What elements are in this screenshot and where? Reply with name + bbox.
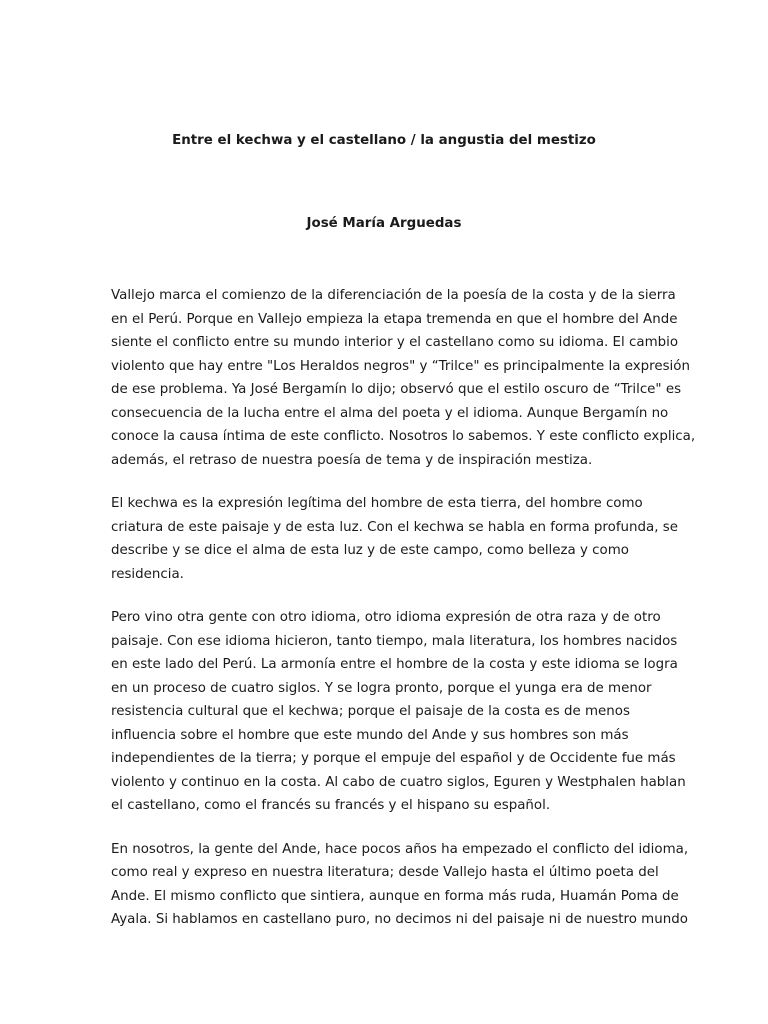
paragraph-line: como real y expreso en nuestra literatura; desde Vallejo hasta el último poeta del: [111, 865, 659, 880]
body-paragraph: [111, 284, 696, 472]
paragraph-line: en este lado del Perú. La armonía entre el hombre de la costa y este idioma se logra: [111, 657, 678, 672]
paragraph-line: violento que hay entre "Los Heraldos negros" y “Trilce" es principalmente la expresión: [111, 358, 690, 374]
document-body: [111, 284, 696, 952]
paragraph-line: paisaje. Con ese idioma hicieron, tanto tiempo, mala literatura, los hombres nacidos: [111, 633, 678, 649]
paragraph-line: el castellano, como el francés su francés y el hispano su español.: [111, 798, 551, 813]
paragraph-line: de ese problema. Ya José Bergamín lo dijo; observó que el estilo oscuro de “Trilce" es: [111, 382, 682, 397]
body-paragraph: [111, 492, 678, 586]
paragraph-line: siente el conflicto entre su mundo interior y el castellano como su idioma. El cambio: [111, 335, 679, 350]
paragraph-line: consecuencia de la lucha entre el alma del poeta y el idioma. Aunque Bergamín no: [111, 405, 669, 421]
paragraph-line: en un proceso de cuatro siglos. Y se logra pronto, porque el yunga era de menor: [111, 680, 652, 696]
paragraph-line: criatura de este paisaje y de esta luz. Con el kechwa se habla en forma profunda, se: [111, 519, 678, 535]
paragraph-line: Pero vino otra gente con otro idioma, otro idioma expresión de otra raza y de otro: [111, 610, 661, 625]
paragraph-line: El kechwa es la expresión legítima del hombre de esta tierra, del hombre como: [111, 496, 643, 511]
paragraph-line: describe y se dice el alma de esta luz y de este campo, como belleza y como: [111, 543, 629, 558]
paragraph-line: influencia sobre el hombre que este mundo del Ande y sus hombres son más: [111, 727, 629, 743]
paragraph-line: residencia.: [111, 566, 184, 582]
document-author: José María Arguedas: [306, 216, 462, 231]
paragraph-line: En nosotros, la gente del Ande, hace pocos años ha empezado el conflicto del idioma,: [111, 841, 689, 857]
document-title: Entre el kechwa y el castellano / la angustia del mestizo: [172, 133, 596, 148]
paragraph-line: independientes de la tierra; y porque el empuje del español y de Occidente fue más: [111, 751, 676, 766]
paragraph-line: además, el retraso de nuestra poesía de tema y de inspiración mestiza.: [111, 452, 593, 468]
paragraph-line: resistencia cultural que el kechwa; porque el paisaje de la costa es de menos: [111, 704, 630, 719]
body-paragraph: [111, 606, 686, 818]
paragraph-line: violento y continuo en la costa. Al cabo de cuatro siglos, Eguren y Westphalen hablan: [111, 774, 686, 790]
paragraph-line: Ande. El mismo conflicto que sintiera, aunque en forma más ruda, Huamán Poma de: [111, 888, 679, 904]
paragraph-line: Vallejo marca el comienzo de la diferenciación de la poesía de la costa y de la sierra: [111, 288, 676, 303]
paragraph-line: conoce la causa íntima de este conflicto. Nosotros lo sabemos. Y este conflicto explica,: [111, 429, 696, 444]
paragraph-line: Ayala. Si hablamos en castellano puro, no decimos ni del paisaje ni de nuestro mundo: [111, 912, 688, 927]
paragraph-line: en el Perú. Porque en Vallejo empieza la etapa tremenda en que el hombre del Ande: [111, 311, 678, 327]
body-paragraph: [111, 838, 689, 932]
